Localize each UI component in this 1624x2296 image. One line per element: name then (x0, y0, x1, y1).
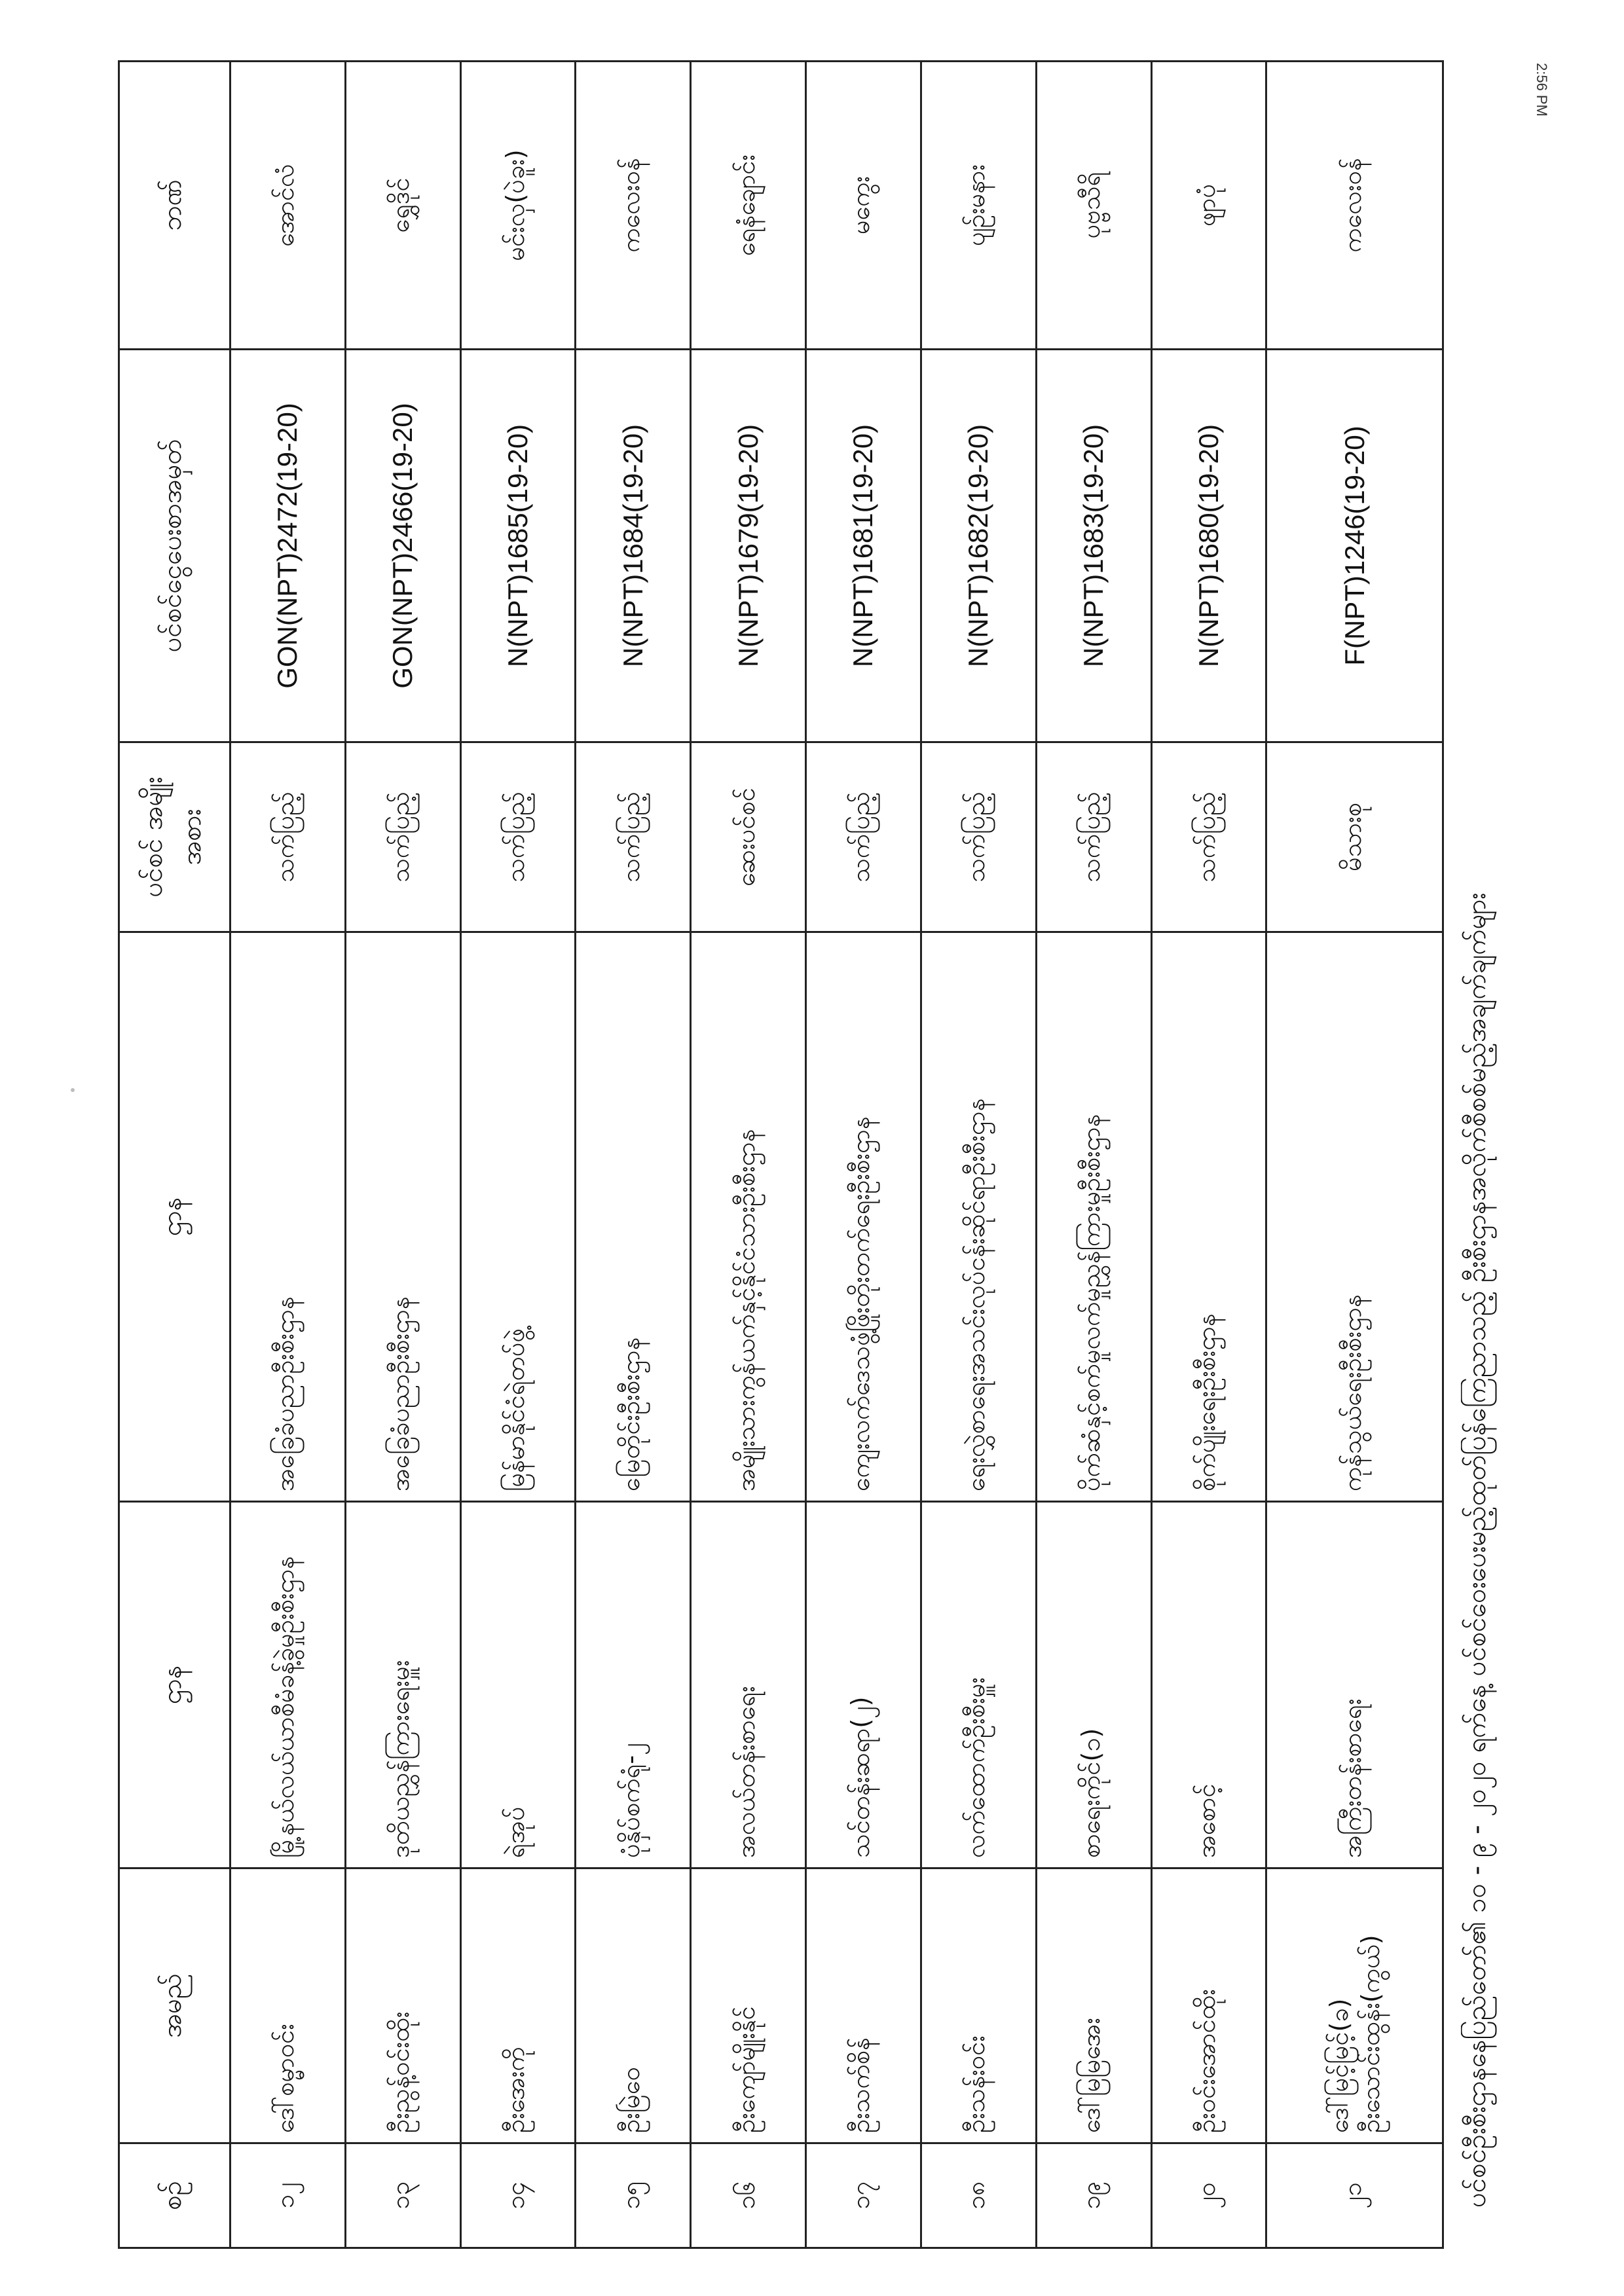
table-row (1151, 62, 1266, 2248)
cell-position: အကြီးတန်းစာရေး (1266, 1502, 1443, 1868)
cell-department: မြေတိုင်းဦးစီးဌာန (576, 932, 691, 1502)
cell-name: ဦးကျော်မျိုးနိုင် (691, 1868, 806, 2143)
timestamp: 2:56 PM (1534, 63, 1550, 117)
cell-bank: ကလေးဝန် (1266, 62, 1443, 350)
rotated-page (118, 1, 1492, 2253)
cell-code: GON(NPT)2472(19-20) (231, 350, 346, 742)
cell-bank: ပျဉ်းမနား (921, 62, 1036, 350)
cell-department: စိုက်ပျိုးရေးဦးစီးဌာန (1151, 932, 1266, 1502)
cell-bank: ပုဗ္ဗသီရိ (1036, 62, 1151, 350)
table-row (691, 62, 806, 2248)
pension-table (118, 60, 1444, 2249)
header-code: ပင်စင်ငွေပေးစာအမှတ် (119, 350, 231, 742)
cell-department: ကုန်သွယ်ရေးဦးစီးဌာန (1266, 932, 1443, 1502)
cell-bank: အောင်လံ (231, 62, 346, 350)
cell-type: သက်ပြည့် (921, 742, 1036, 932)
header-name: အမည် (119, 1868, 231, 2143)
cell-type: သက်ပြည့် (345, 742, 460, 932)
cell-no: ၁၃ (345, 2143, 460, 2248)
table-row (576, 62, 691, 2248)
cell-no: ၁၉ (1036, 2143, 1151, 2248)
table-header-row (119, 62, 231, 2248)
table-row (1266, 62, 1443, 2248)
cell-department: အခြေခံပညာဦးစီးဌာန (231, 932, 346, 1502)
cell-department: အခြေခံပညာဦးစီးဌာန (345, 932, 460, 1502)
cell-department: ရေးလွှဲစာရေးအသင်းလုပ်ငန်းဆိုင်ရာဦးစီးဌာန (921, 932, 1036, 1502)
cell-type: သက်ပြည့် (806, 742, 921, 932)
cell-name: ဒေါ်စမ္မာဝင်း (231, 1868, 346, 2143)
cell-code: N(NPT)1682(19-20) (921, 350, 1036, 742)
cell-type: သက်ပြည့် (231, 742, 346, 932)
cell-no: ၂၀ (1151, 2143, 1266, 2248)
cell-type: ဆေးပင်စင် (691, 742, 806, 932)
cell-code: N(NPT)1685(19-20) (460, 350, 576, 742)
cell-code: N(NPT)1681(19-20) (806, 350, 921, 742)
cell-type: သက်ပြည့် (576, 742, 691, 932)
cell-type: သက်ပြည့် (1036, 742, 1151, 932)
cell-bank: ရေနံချောင်း (691, 62, 806, 350)
cell-no: ၂၁ (1266, 2143, 1443, 2248)
cell-no: ၁၇ (806, 2143, 921, 2248)
cell-no: ၁၆ (691, 2143, 806, 2248)
cell-no: ၁၈ (921, 2143, 1036, 2248)
cell-code: GON(NPT)2466(19-20) (345, 350, 460, 742)
cell-department: မြန်မာနိုင်ငံရဲတပ်ဖွဲ့ (460, 932, 576, 1502)
cell-name: ဦးညွန့်ဝင်းထိုး (345, 1868, 460, 2143)
cell-department: အမျိုးသားကွန်ယက်နှင့်နိုင်ငံသားဦးစီးဌာန (691, 932, 806, 1502)
header-no: စဉ် (119, 2143, 231, 2248)
cell-bank: ဖျာပုံ (1151, 62, 1266, 350)
cell-name: ဦးဝင်းအောင်ထိုး (1151, 1868, 1266, 2143)
cell-position: အလယ်တန်းစာရေး (691, 1502, 806, 1868)
cell-position: ပုံနှိပ်စက်ရုံ-၂ (576, 1502, 691, 1868)
table-row (921, 62, 1036, 2248)
cell-name-line-1: ဒေါ်မြင့်မြင့်(ခ) (1324, 1998, 1354, 2133)
cell-name (1266, 1868, 1443, 2143)
table-row (231, 62, 346, 2248)
cell-position: လက်ထောက်ဦးစီးမှူး (921, 1502, 1036, 1868)
cell-code: N(NPT)1683(19-20) (1036, 350, 1151, 742)
header-bank: ဘဏ် (119, 62, 231, 350)
cell-no: ၁၂ (231, 2143, 346, 2248)
scan-speck (71, 1088, 75, 1092)
header-position: ဌာန (119, 1502, 231, 1868)
header-type: ပင်စင် အမျိုးအစား (119, 742, 231, 932)
cell-position: မြို့နယ်လယ်ယာစီမံခန့်ခွဲမှုဦးစီးဌာန (231, 1502, 346, 1868)
table-row (460, 62, 576, 2248)
cell-code: N(NPT)1680(19-20) (1151, 350, 1266, 742)
table-row (345, 62, 460, 2248)
cell-bank: မင်းလှ(ပဲခူး) (460, 62, 576, 350)
cell-bank: မကွေး (806, 62, 921, 350)
cell-position: ဒုတိယညွှန်ကြားရေးမှူး (345, 1502, 460, 1868)
cell-no: ၁၅ (576, 2143, 691, 2248)
table-row (806, 62, 921, 2248)
cell-code: F(NPT)1246(19-20) (1266, 350, 1443, 742)
table-row (1036, 62, 1151, 2248)
cell-position: စာရေးကိုင်(၁) (1036, 1502, 1151, 1868)
cell-name: ဦးအေးကို (460, 1868, 576, 2143)
cell-no: ၁၄ (460, 2143, 576, 2248)
cell-name: ဦးသက်စိန် (806, 1868, 921, 2143)
cell-name: ဦးသန်းဝင်း (921, 1868, 1036, 2143)
cell-type: သက်ပြည့် (1151, 742, 1266, 932)
cell-name-line-2: ဦးသောင်းထွန်း(ကွယ်) (1356, 1935, 1385, 2133)
cell-type: မိသားစု (1266, 742, 1443, 932)
cell-name: ဒေါ်မြမြအေး (1036, 1868, 1151, 2143)
header-department: ဌာန (119, 932, 231, 1502)
cell-type: သက်ပြည့် (460, 742, 576, 932)
cell-position: သင်တန်းဆရာ(၂) (806, 1502, 921, 1868)
cell-name: ဦးမြဲဝေ (576, 1868, 691, 2143)
cell-bank: ရွှေဒိုင် (345, 62, 460, 350)
cell-bank: ကလေးဝန် (576, 62, 691, 350)
cell-position: ရဲအုပ် (460, 1502, 576, 1868)
cell-department: ကျေးလက်ဒေသဖွံ့ဖြိုးတိုးတက်ရေးဦးစီးဌာန (806, 932, 921, 1502)
page-title: ပင်စင်ဦးစီးဌာနနေပြည်တော်၏ ၁၀ - ၉ - ၂၀၂၀ ရက်နေ့ ပင်စင်ဝေးပေးမည့်ထုတ်ပြန်ကြေညာသည့် ဦးစီးဌာနအလိုက်စီစစ်မည့်အချက်ချက်များ (1462, 892, 1492, 2208)
cell-code: N(NPT)1684(19-20) (576, 350, 691, 742)
cell-department: ပိုက်ဆံနှင့်စက်မှုလက်မှုညွှန်ကြားမှုဦးစီးဌာန (1036, 932, 1151, 1502)
cell-position: အစောင့် (1151, 1502, 1266, 1868)
cell-code: N(NPT)1679(19-20) (691, 350, 806, 742)
